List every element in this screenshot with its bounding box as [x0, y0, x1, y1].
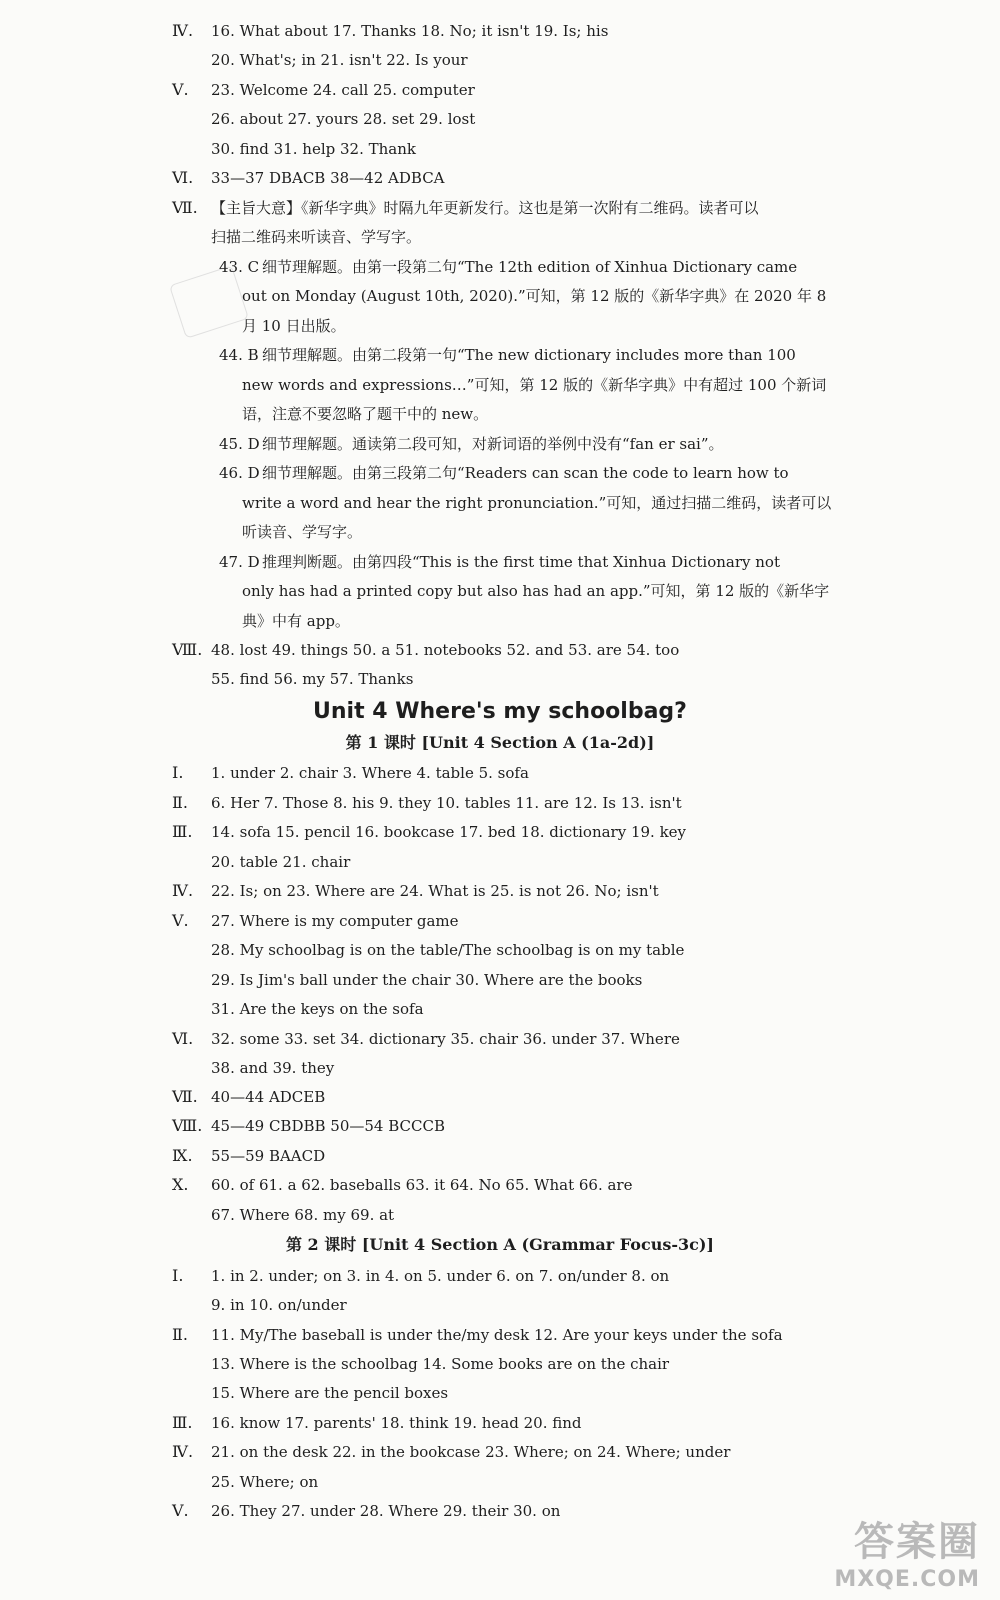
watermark-text: 答案圈 — [854, 1519, 980, 1565]
answer-page: Ⅳ. 16. What about 17. Thanks 18. No; it isn't 19. Is; his 20. What's; in 21. isn't 22. Is your Ⅴ. 23. Welcome 24. call 25. computer 26. about 27. yours 28. set 29. lost 30. find 31. help 32. Thank Ⅵ. 33—37 DBACB 38—42 ADBCA Ⅶ. 【主旨大意】《新华字典》时隔九年更新发行。这也是第一次附有二维码。读者可以 扫描二维码来听读音、学写字。 43. C 细节理解题。由第一段第二句“The 12th edition of Xinhua Dictionary came out on Monday (August 10th, 2020).”可知，第 12 版的《新华字典》在 2020 年 8 月 10 日出版。 44. B 细节理解题。由第二段第一句“The new dictionary includes more than 100 new words and expressions…”可知，第 12 版的《新华字典》中有超过 100 个新词 语，注意不要忽略了题干中的 new。 45. D 细节理解题。通读第二段可知，对新词语的举例中没有“fan er sai”。 46. D 细节理解题。由第三段第二句“Readers can scan the code to learn how to write a word and hear the right pronunciation.”可知，通过扫描二维码，读者可以 听读音、学写字。 47. D 推理判断题。由第四段“This is the first time that Xinhua Dictionary not only has had a printed copy but also has had an app.”可知，第 12 版的《新华字 典》中有 app。 Ⅷ. 48. lost 49. things 50. a 51. notebooks 52. and 53. are 54. too 55. find 56. my 57. Thanks Unit 4 Where's my schoolbag? 第 1 课时 [Unit 4 Section A (1a-2d)] Ⅰ. 1. under 2. chair 3. Where 4. table 5. sofa Ⅱ. 6. Her 7. Those 8. his 9. they 10. tables 11. are 12. Is 13. isn't Ⅲ. 14. sofa 15. pencil 16. bookcase 17. bed 18. dictionary 19. key 20. table 21. chair Ⅳ. 22. Is; on 23. Where are 24. What is 25. is not 26. No; isn't Ⅴ. 27. Where is my computer game 28. My schoolbag is on the table/The schoolbag is on my table 29. Is Jim's ball under the chair 30. Where are the books 31. Are the keys on the sofa Ⅵ. 32. some 33. set 34. dictionary 35. chair 36. under 37. Where 38. and 39. they Ⅶ. 40—44 ADCEB Ⅷ. 45—49 CBDBB 50—54 BCCCB Ⅸ. 55—59 BAACD Ⅹ. 60. of 61. a 62. baseballs 63. it 64. No 65. What 66. are 67. Where 68. my 69. at 第 2 课时 [Unit 4 Section A (Grammar Focus-3c)] Ⅰ. 1. in 2. under; on 3. in 4. on 5. under 6. on 7. on/under 8. on 9. in 10. on/under Ⅱ. 11. My/The baseball is under the/my desk 12. Are your keys under the sofa 13. Where is the schoolbag 14. Some books are on the chair 15. Where are the pencil boxes Ⅲ. 16. know 17. parents' 18. think 19. head 20. find Ⅳ. 21. on the desk 22. in the bookcase 23. Where; on 24. Where; under 25. Where; on Ⅴ. 26. They 27. under 28. Where 29. their 30. on 答案圈 MXQE.COM — [0, 0, 1000, 1600]
section-2-title: 第 2 课时 [Unit 4 Section A (Grammar Focus-3c)] — [285, 1235, 714, 1254]
section-1-title: 第 1 课时 [Unit 4 Section A (1a-2d)] — [345, 733, 655, 752]
watermark-url: MXQE.COM — [834, 1567, 980, 1592]
unit-title: Unit 4 Where's my schoolbag? — [313, 699, 687, 724]
watermark-logo — [834, 1510, 980, 1592]
